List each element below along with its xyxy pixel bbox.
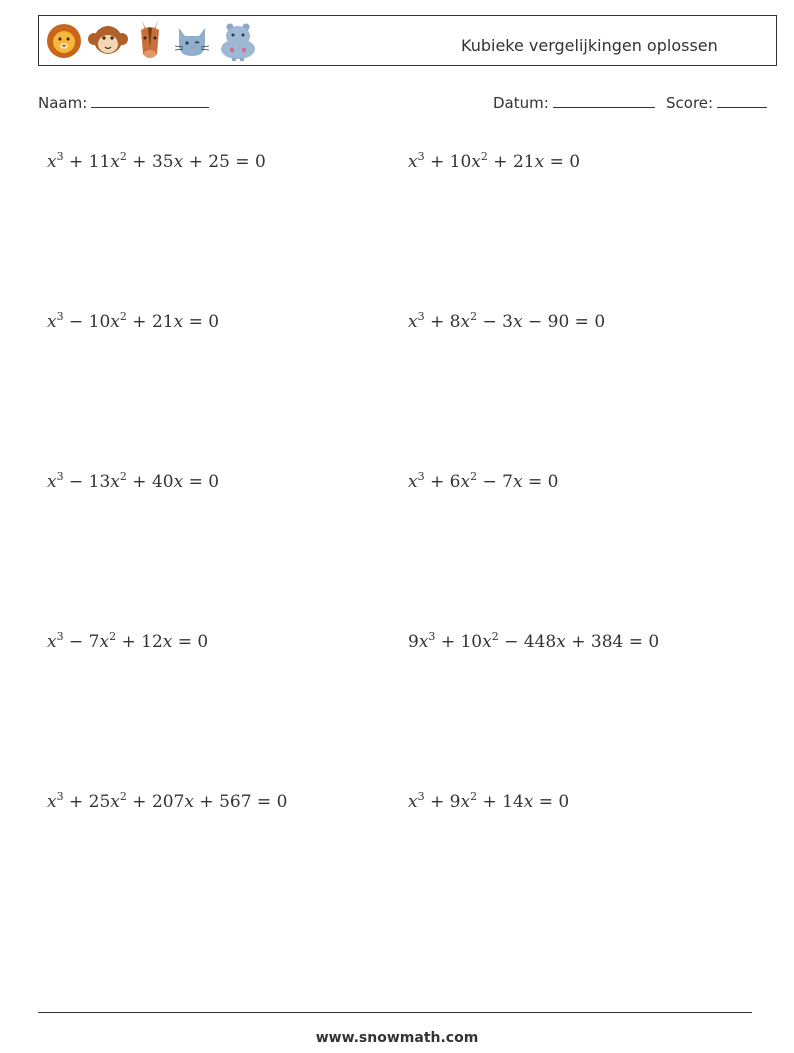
exponent: 3: [56, 150, 64, 163]
variable-x: x: [184, 792, 194, 812]
coef-b: 10: [449, 152, 472, 172]
score-label: Score:: [666, 94, 714, 112]
exponent: 2: [119, 150, 127, 163]
variable-x: x: [173, 472, 184, 492]
coef-b: 9: [449, 792, 461, 812]
equals-zero: = 0: [229, 152, 266, 172]
footer-divider: [38, 1012, 752, 1013]
operator: +: [565, 632, 591, 652]
name-blank[interactable]: [91, 93, 209, 108]
operator: +: [194, 792, 220, 812]
variable-x: x: [556, 632, 566, 652]
variable-x: x: [523, 792, 534, 812]
problem-5: [47, 472, 219, 492]
footer-url: www.snowmath.com: [315, 1030, 479, 1046]
operator: +: [126, 472, 152, 492]
exponent: 3: [428, 630, 436, 643]
exponent: 3: [417, 470, 425, 483]
variable-x: x: [110, 472, 120, 492]
operator: −: [477, 312, 503, 332]
coef-b: 25: [88, 792, 111, 812]
variable-x: x: [418, 632, 429, 652]
problem-2: [408, 152, 580, 172]
date-blank[interactable]: [553, 93, 655, 108]
operator: +: [487, 152, 513, 172]
equals-zero: = 0: [183, 472, 220, 492]
exponent: 3: [56, 630, 64, 643]
variable-x: x: [162, 632, 173, 652]
coef-c: 448: [523, 632, 557, 652]
operator: +: [477, 792, 503, 812]
coef-c: 40: [151, 472, 174, 492]
operator: +: [424, 152, 450, 172]
operator: +: [126, 312, 152, 332]
operator: +: [126, 152, 152, 172]
problem-3: [47, 312, 219, 332]
variable-x: x: [408, 312, 418, 332]
operator: −: [63, 472, 89, 492]
equals-zero: = 0: [544, 152, 581, 172]
variable-x: x: [482, 632, 492, 652]
problem-10: [408, 792, 569, 812]
exponent: 2: [470, 790, 478, 803]
operator: −: [63, 632, 89, 652]
coef-c: 14: [502, 792, 524, 812]
variable-x: x: [460, 792, 471, 812]
variable-x: x: [47, 632, 57, 652]
operator: −: [522, 312, 548, 332]
name-field: [38, 93, 209, 112]
problem-4: [408, 312, 605, 332]
variable-x: x: [47, 152, 57, 172]
coef-b: 11: [88, 152, 111, 172]
coef-c: 21: [151, 312, 174, 332]
exponent: 2: [480, 150, 488, 163]
variable-x: x: [408, 792, 418, 812]
operator: +: [63, 792, 89, 812]
variable-x: x: [408, 472, 418, 492]
coef-c: 21: [512, 152, 535, 172]
header-box: [38, 15, 777, 66]
equals-zero: = 0: [569, 312, 606, 332]
operator: −: [63, 312, 89, 332]
variable-x: x: [471, 152, 481, 172]
variable-x: x: [512, 312, 523, 332]
equals-zero: = 0: [533, 792, 570, 812]
operator: +: [126, 792, 152, 812]
coef-b: 10: [460, 632, 483, 652]
score-blank[interactable]: [717, 93, 767, 108]
problem-1: [47, 152, 266, 172]
coef-b: 6: [449, 472, 461, 492]
coef-c: 207: [151, 792, 185, 812]
operator: +: [435, 632, 461, 652]
coef-d: 90: [547, 312, 570, 332]
problem-6: [408, 472, 558, 492]
equals-zero: = 0: [183, 312, 220, 332]
monkey-icon: [87, 24, 129, 58]
exponent: 2: [491, 630, 499, 643]
coef-d: 384: [590, 632, 624, 652]
variable-x: x: [534, 152, 545, 172]
operator: −: [498, 632, 524, 652]
operator: +: [424, 312, 450, 332]
coef-d: 567: [219, 792, 252, 812]
coef-c: 12: [141, 632, 163, 652]
lion-icon: [45, 21, 83, 61]
equals-zero: = 0: [172, 632, 209, 652]
variable-x: x: [110, 312, 120, 332]
coef-b: 13: [88, 472, 111, 492]
variable-x: x: [47, 472, 57, 492]
coef-a: 9: [408, 632, 419, 652]
coef-c: 35: [151, 152, 174, 172]
operator: −: [477, 472, 503, 492]
score-field: [666, 93, 767, 112]
horse-icon: [133, 18, 167, 64]
coef-d: 25: [208, 152, 230, 172]
variable-x: x: [173, 152, 184, 172]
variable-x: x: [110, 152, 120, 172]
variable-x: x: [408, 152, 418, 172]
variable-x: x: [512, 472, 523, 492]
equals-zero: = 0: [522, 472, 559, 492]
problem-8: [408, 632, 659, 652]
exponent: 2: [109, 630, 117, 643]
equals-zero: = 0: [623, 632, 660, 652]
exponent: 2: [119, 470, 127, 483]
variable-x: x: [460, 312, 471, 332]
variable-x: x: [47, 792, 57, 812]
operator: +: [424, 472, 450, 492]
coef-b: 7: [88, 632, 100, 652]
problem-7: [47, 632, 208, 652]
operator: +: [116, 632, 142, 652]
coef-c: 7: [502, 472, 513, 492]
problem-9: [47, 792, 287, 812]
exponent: 3: [417, 310, 425, 323]
exponent: 3: [56, 470, 64, 483]
exponent: 3: [417, 150, 425, 163]
name-label: Naam:: [38, 94, 88, 112]
page-title: Kubieke vergelijkingen oplossen: [461, 36, 718, 55]
animal-icons: [45, 20, 259, 62]
exponent: 3: [56, 790, 64, 803]
variable-x: x: [99, 632, 110, 652]
variable-x: x: [110, 792, 120, 812]
coef-b: 8: [449, 312, 461, 332]
date-label: Datum:: [493, 94, 549, 112]
operator: +: [183, 152, 209, 172]
exponent: 2: [470, 310, 478, 323]
exponent: 2: [119, 790, 127, 803]
exponent: 3: [417, 790, 425, 803]
hippo-icon: [217, 20, 259, 62]
variable-x: x: [47, 312, 57, 332]
coef-b: 10: [88, 312, 111, 332]
cat-icon: [171, 22, 213, 60]
exponent: 2: [119, 310, 127, 323]
equals-zero: = 0: [251, 792, 288, 812]
exponent: 3: [56, 310, 64, 323]
variable-x: x: [460, 472, 471, 492]
operator: +: [424, 792, 450, 812]
coef-c: 3: [502, 312, 513, 332]
exponent: 2: [470, 470, 478, 483]
operator: +: [63, 152, 89, 172]
date-field: [493, 93, 655, 112]
variable-x: x: [173, 312, 184, 332]
